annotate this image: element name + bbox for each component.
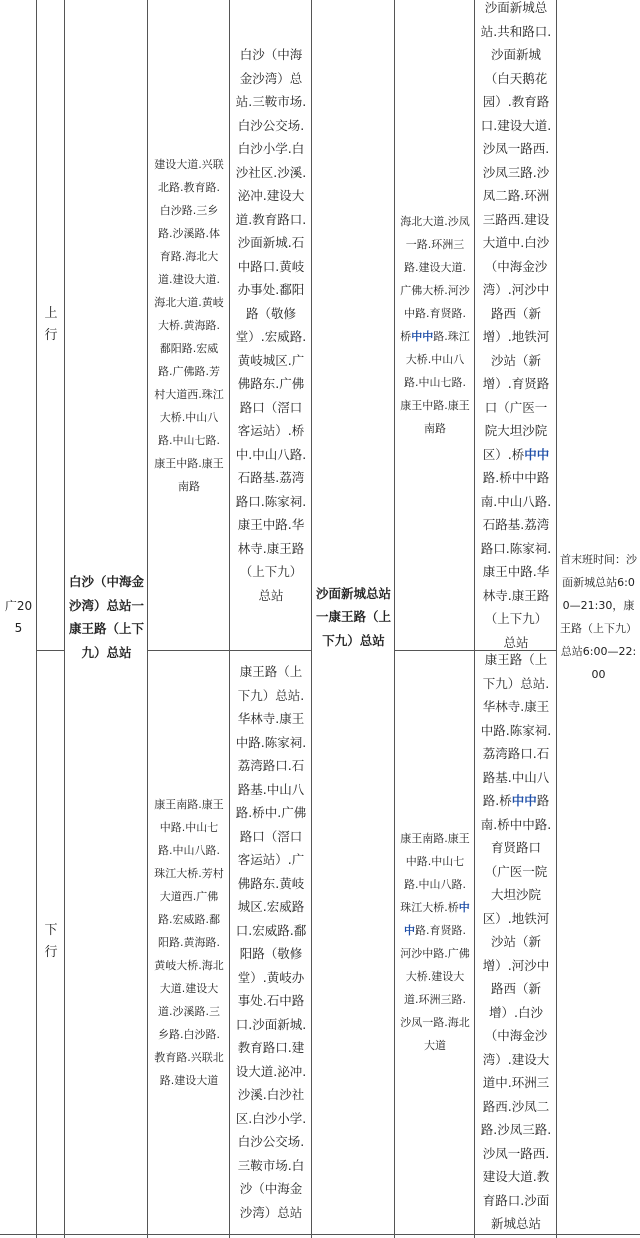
route-a-down-regular-cell [148,650,230,1234]
route-number-cell [0,0,37,1234]
route-a-down-regular-stops: 康王南路.康王中路.中山七路.中山八路.珠江大桥.芳村大道西.广佛路.宏威路.鄱阳路.黄海路.黄岐大桥.海北大道.建设大道.沙溪路.三乡路.白沙路.教育路.兴联北路.建设大道 [154,797,224,1087]
direction-up: 上行 [44,306,58,343]
route-a-terminals: 白沙（中海金沙湾）总站一康王路（上下九）总站 [69,574,145,660]
route-b-terminals-cell [312,0,395,1234]
direction-up-cell [37,0,65,650]
route-a-down-express-cell [230,650,312,1234]
schedule-cell [557,0,640,1234]
direction-down-cell [37,650,65,1234]
highlighted-stop: 中中 [404,901,470,937]
direction-down: 下行 [44,923,58,960]
route-b-up-express-cell [475,0,557,650]
route-b-up-regular-cell [395,0,475,650]
route-a-terminals-cell [65,0,148,1234]
route-b-down-regular-stops: 康王南路.康王中路.中山七路.中山八路.珠江大桥.桥中中路.育贤路.河沙中路.广佛大桥.建设大道.环洲三路.沙凤一路.海北大道 [400,832,470,1052]
route-a-up-regular-cell [148,0,230,650]
schedule-text: 首末班时间：沙面新城总站6:00—21:30，康王路（上下九）总站6:00—22:00 [560,553,637,681]
route-b-up-regular-stops: 海北大道.沙凤一路.环洲三路.建设大道.广佛大桥.河沙中路.育贤路.桥中中路.珠江大桥.中山八路.中山七路.康王中路.康王南路 [400,215,470,435]
route-b-down-regular-cell [395,650,475,1234]
highlighted-stop: 中中 [524,446,550,462]
route-b-terminals: 沙面新城总站一康王路（上下九）总站 [316,585,392,648]
highlighted-stop: 中中 [511,793,537,809]
route-number: 广20 5 [4,599,33,635]
route-b-down-express-stops: 康王路（上下九）总站.华林寺.康王中路.陈家祠.荔湾路口.石路基.中山八路.桥中中路南.桥中中路.育贤路口（广医一院大坦沙院区）.地铁河沙站（新增）.河沙中路西（新增）.白沙（中海金沙湾）.建设大道中.环洲三路西.沙凤二路.沙凤三路.沙凤一路西.建设大道.教育路口.沙面新城总站 [480,652,552,1232]
route-a-down-express-stops: 康王路（上下九）总站.华林寺.康王中路.陈家祠.荔湾路口.石路基.中山八路.桥中.广佛路口（滘口客运站）.广佛路东.黄岐城区.宏威路口.宏威路.鄱阳路（敬修堂）.黄岐办事处.石中路口.沙面新城.教育路口.建设大道.泌冲.沙溪.白沙社区.白沙小学.白沙公交场.三鞍市场.白沙（中海金沙湾）总站 [235,664,307,1220]
highlighted-stop: 中中 [411,330,434,343]
route-b-up-express-stops: 沙面新城总站.共和路口.沙面新城（白天鹅花园）.教育路口.建设大道.沙凤一路西.沙凤三路.沙凤二路.环洲三路西.建设大道中.白沙（中海金沙湾）.河沙中路西（新增）.地铁河沙站（新增）.育贤路口（广医一院大坦沙院区）.桥中中路.桥中中路南.中山八路.石路基.荔湾路口.陈家祠.康王中路.华林寺.康王路（上下九）总站 [480,0,552,650]
route-a-up-express-cell [230,0,312,650]
route-a-up-express-stops: 白沙（中海金沙湾）总站.三鞍市场.白沙公交场.白沙小学.白沙社区.沙溪.泌冲.建设大道.教育路口.沙面新城.石中路口.黄岐办事处.鄱阳路（敬修堂）.宏威路.黄岐城区.广佛路东.广佛路口（滘口客运站）.桥中.中山八路.石路基.荔湾路口.陈家祠.康王中路.华林寺.康王路（上下九）总站 [235,47,307,603]
route-a-up-regular-stops: 建设大道.兴联北路.教育路.白沙路.三乡路.沙溪路.体育路.海北大道.建设大道.海北大道.黄岐大桥.黄海路.鄱阳路.宏威路.广佛路.芳村大道西.珠江大桥.中山八路.中山七路.康王中路.康王南路 [154,157,224,493]
route-b-down-express-cell [475,650,557,1234]
